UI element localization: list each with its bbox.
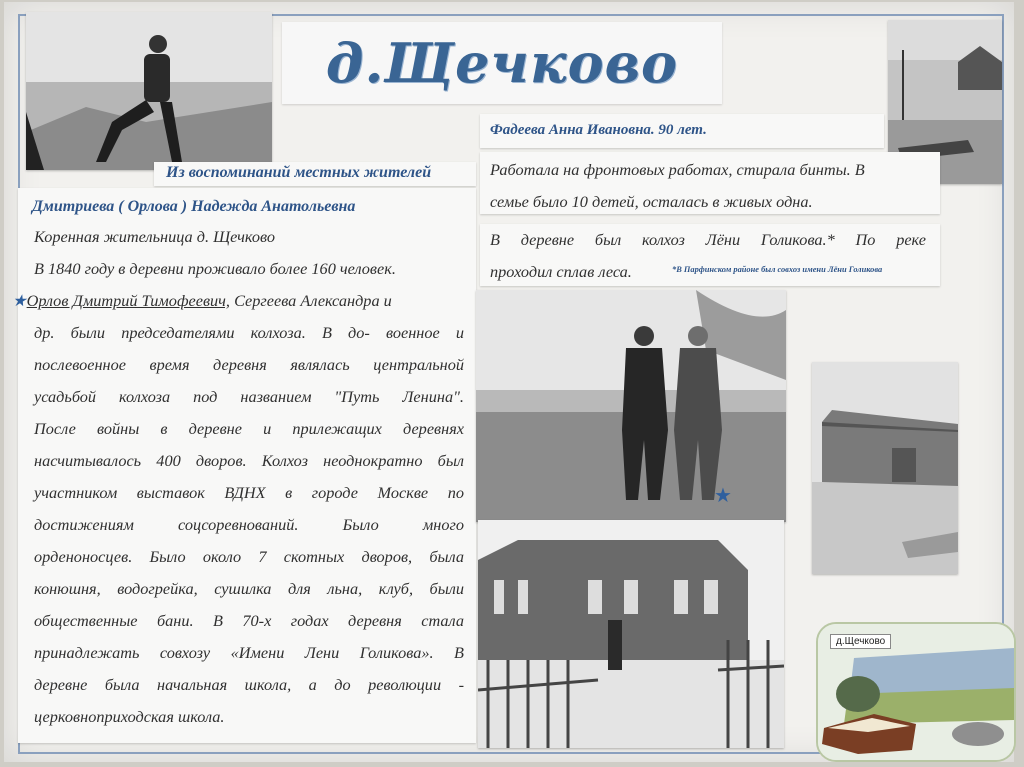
left-line-5: послевоенное время деревня являлась центральной	[34, 355, 464, 374]
left-line-9: участником выставок ВДНХ в городе Москве по	[34, 483, 464, 502]
left-line-1: Коренная жительница д. Щечково	[34, 227, 276, 246]
right-line-2: семье было 10 детей, осталась в живых одна.	[490, 192, 813, 211]
left-line-4: др. были председателями колхоза. В до- военное и	[34, 323, 464, 342]
left-line-7: После войны в деревне и прилежащих деревнях	[34, 419, 464, 438]
poster-board	[4, 2, 1014, 762]
right-author: Фадеева Анна Ивановна. 90 лет.	[490, 122, 707, 138]
chairman-name: Орлов Дмитрий Тимофеевич,	[26, 291, 230, 310]
left-line-14: принадлежать совхозу «Имени Лени Голикова». В	[34, 643, 464, 662]
star-icon: ★	[12, 291, 27, 310]
left-line-10: достижениям соцсоревнований. Было много	[34, 515, 464, 534]
left-line-16: церковноприходская школа.	[34, 707, 225, 726]
right-footnote: *В Парфинском районе был совхоз имени Лёни Голикова	[672, 265, 883, 274]
right-line-3: В деревне был колхоз Лёни Голикова.* По реке	[490, 230, 926, 249]
page-title: д.Щечково	[282, 22, 722, 104]
left-line-12: конюшня, водогрейка, сушилка для льна, клуб, были	[34, 579, 464, 598]
left-line-15: деревне была начальная школа, а до революции -	[34, 675, 464, 694]
svg-text:★: ★	[714, 483, 732, 507]
left-line-11: орденоносцев. Было около 7 скотных дворов, была	[34, 547, 464, 566]
left-line-13: общественные бани. В 70-х годах деревня стала	[34, 611, 464, 630]
photo-winter-house	[478, 520, 784, 748]
right-line-4: проходил сплав леса.	[490, 262, 632, 281]
left-line-2: В 1840 году в деревни проживало более 160 человек.	[34, 259, 396, 278]
photo-two-men	[476, 290, 786, 522]
village-badge	[816, 622, 1016, 762]
photo-man-leaning	[26, 12, 272, 170]
badge-label: д.Щечково	[830, 634, 891, 649]
left-line-6: усадьбой колхоза под названием "Путь Ленина".	[34, 387, 464, 406]
photo-log-barn	[812, 362, 958, 574]
right-line-1: Работала на фронтовых работах, стирала бинты. В	[490, 160, 865, 179]
left-author: Дмитриева ( Орлова ) Надежда Анатольевна	[32, 198, 356, 215]
left-line-8: насчитывалось 400 дворов. Колхоз неоднократно был	[34, 451, 464, 470]
subtitle: Из воспоминаний местных жителей	[166, 164, 432, 181]
left-line-3	[12, 291, 392, 311]
left-line-3-rest: Сергеева Александра и	[230, 291, 392, 310]
